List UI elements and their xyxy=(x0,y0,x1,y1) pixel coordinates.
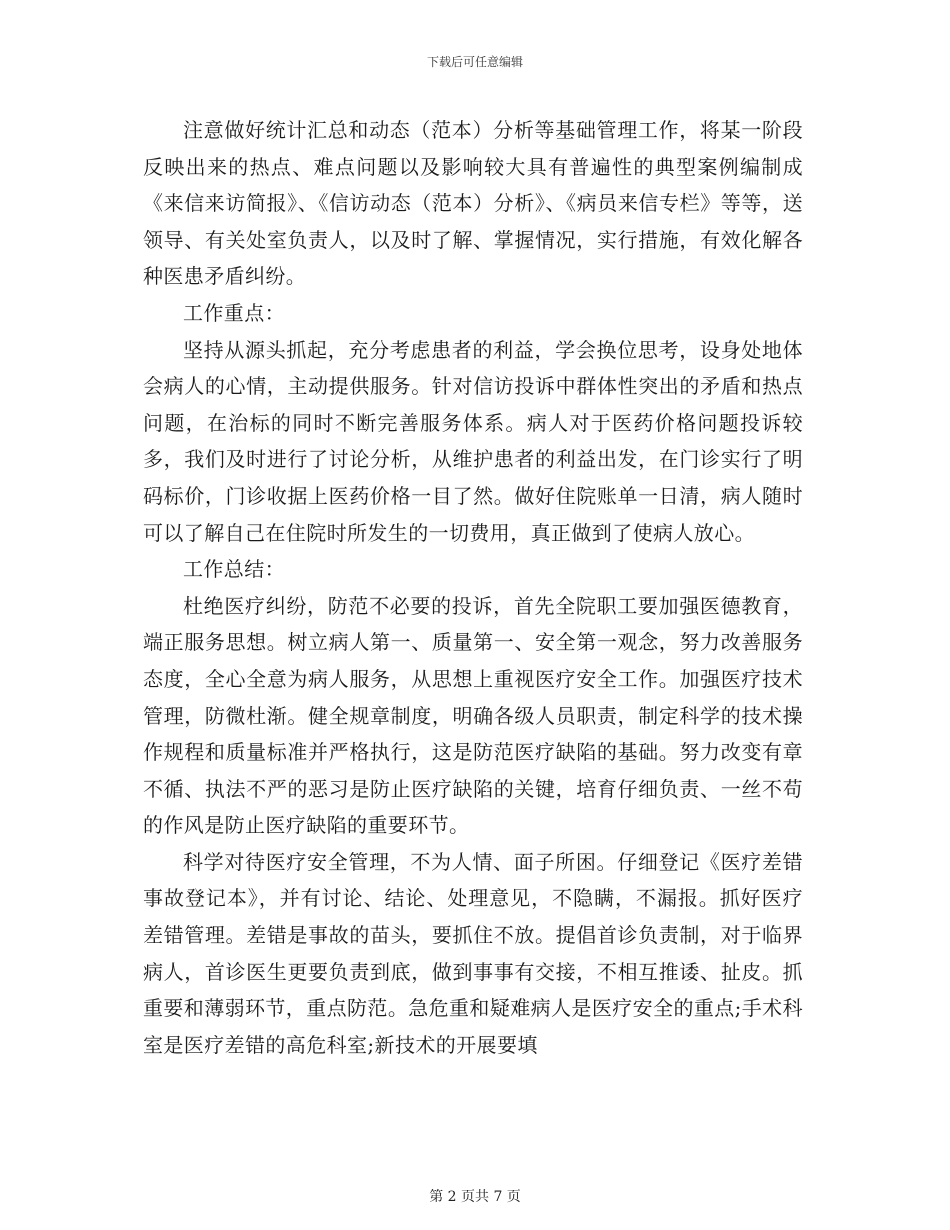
heading-work-summary: 工作总结： xyxy=(183,557,285,582)
heading-work-focus: 工作重点： xyxy=(183,300,285,325)
paragraph-safety-management: 科学对待医疗安全管理，不为人情、面子所困。仔细登记《医疗差错事故登记本》，并有讨论、结论、处理意见，不隐瞒，不漏报。抓好医疗差错管理。差错是事故的苗头，要抓住不放。提倡首诊负责制，对于临界病人，首诊医生更要负责到底，做到事事有交接，不相互推诿、扯皮。抓重要和薄弱环节，重点防范。急危重和疑难病人是医疗安全的重点;手术科室是医疗差错的高危科室;新技术的开展要填 xyxy=(143,849,803,1057)
page-footer: 第 2 页共 7 页 xyxy=(429,1189,521,1205)
paragraph-statistics: 注意做好统计汇总和动态（范本）分析等基础管理工作，将某一阶段反映出来的热点、难点问题以及影响较大具有普遍性的典型案例编制成《来信来访简报》、《信访动态（范本）分析》、《病员来信专栏》等等，送领导、有关处室负责人，以及时了解、掌握情况，实行措施，有效化解各种医患矛盾纠纷。 xyxy=(143,118,803,289)
paragraph-work-focus: 坚持从源头抓起，充分考虑患者的利益，学会换位思考，设身处地体会病人的心情，主动提供服务。针对信访投诉中群体性突出的矛盾和热点问题，在治标的同时不断完善服务体系。病人对于医药价格问题投诉较多，我们及时进行了讨论分析，从维护患者的利益出发，在门诊实行了明码标价，门诊收据上医药价格一目了然。做好住院账单一日清，病人随时可以了解自己在住院时所发生的一切费用，真正做到了使病人放心。 xyxy=(143,337,803,545)
document-body xyxy=(143,112,803,1063)
paragraph-work-summary: 杜绝医疗纠纷，防范不必要的投诉，首先全院职工要加强医德教育，端正服务思想。树立病人第一、质量第一、安全第一观念，努力改善服务态度，全心全意为病人服务，从思想上重视医疗安全工作。加强医疗技术管理，防微杜渐。健全规章制度，明确各级人员职责，制定科学的技术操作规程和质量标准并严格执行，这是防范医疗缺陷的基础。努力改变有章不循、执法不严的恶习是防止医疗缺陷的关键，培育仔细负责、一丝不苟的作风是防止医疗缺陷的重要环节。 xyxy=(143,593,803,838)
page-header: 下载后可任意编辑 xyxy=(426,55,523,69)
